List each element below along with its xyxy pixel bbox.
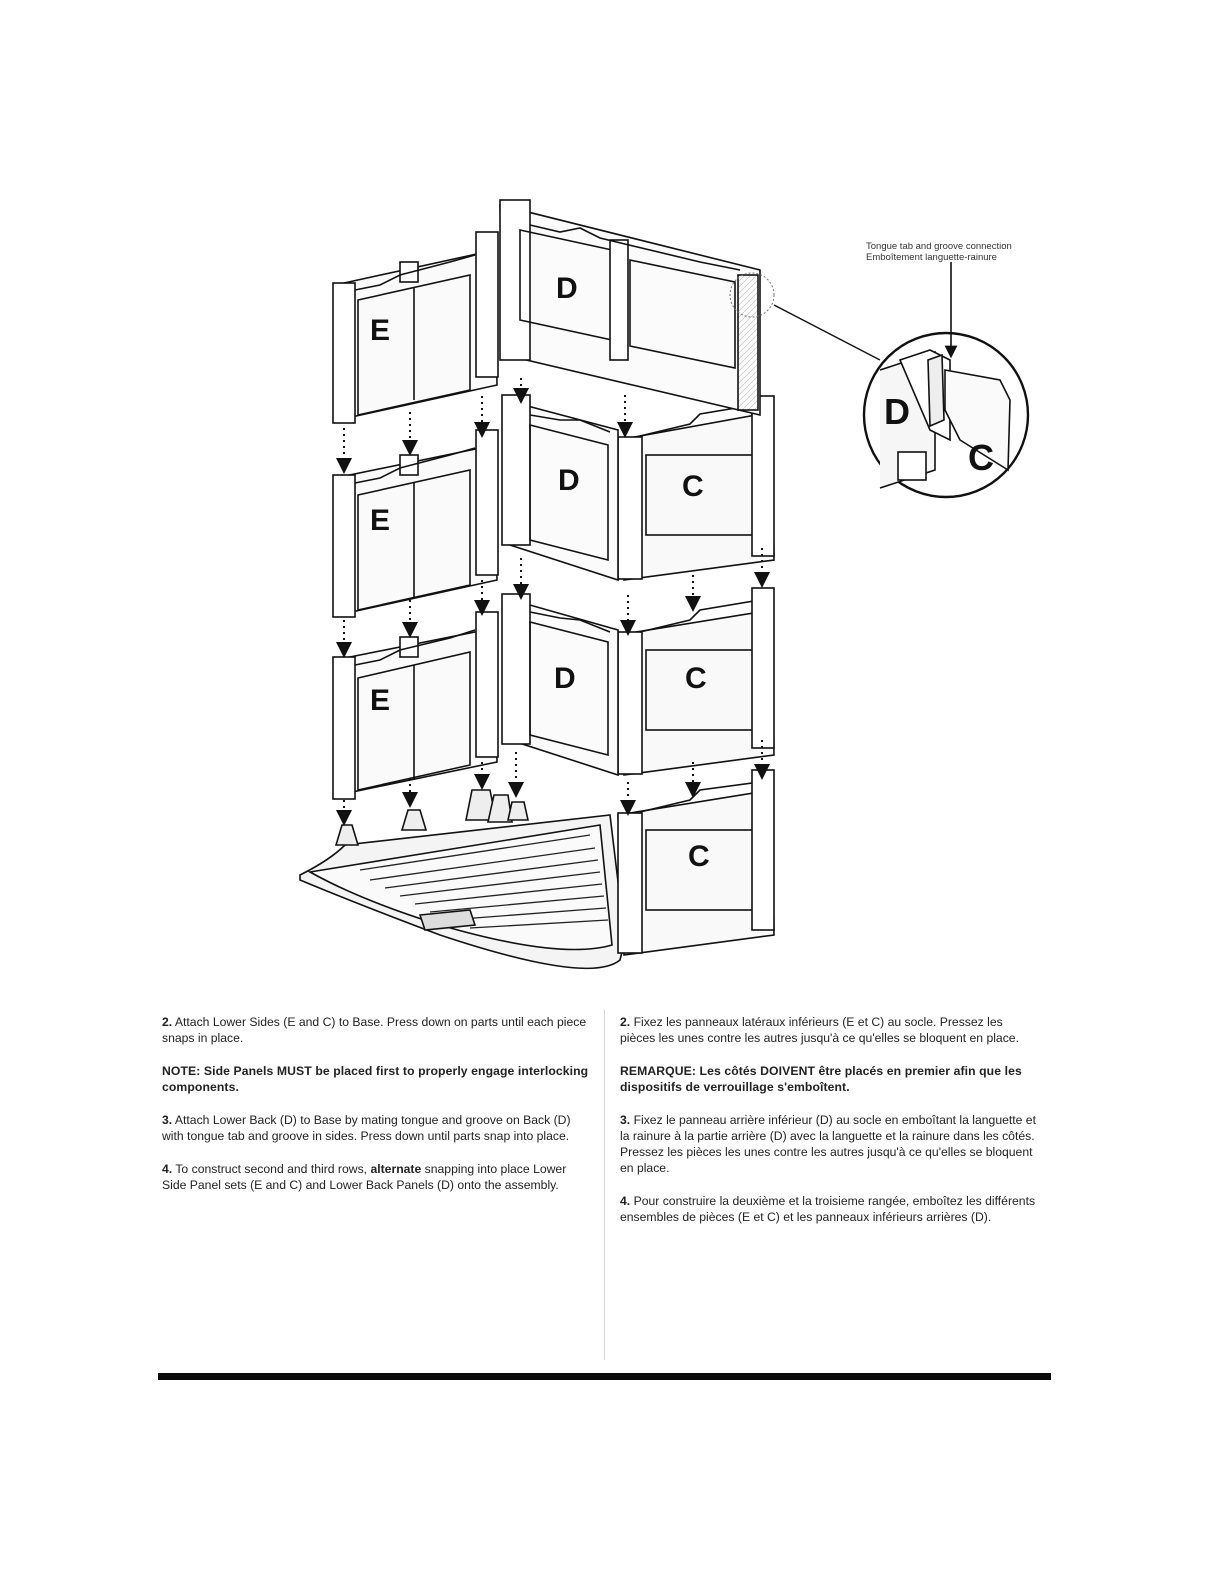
step-number: 2.: [162, 1015, 173, 1029]
step-2-en: [162, 1014, 590, 1046]
label-e-middle: E: [370, 504, 391, 537]
label-d-middle: D: [558, 464, 580, 497]
label-e-bottom: E: [370, 684, 391, 717]
step-text: Fixez le panneau arrière inférieur (D) au socle en emboîtant la languette et la rainure à la partie arrière (D) avec la languette et la rainure dans les côtés. Pressez les pièces les unes contre les autres jusqu'à ce qu'elles se bloquent en place.: [620, 1113, 1036, 1175]
panel-e-bottom: [333, 612, 498, 799]
callout-caption: [866, 241, 1066, 263]
step-4-en: [162, 1161, 590, 1193]
callout-caption-fr: Emboîtement languette-rainure: [866, 252, 997, 263]
column-divider: [604, 1010, 605, 1360]
step-text-emphasis: alternate: [370, 1162, 422, 1176]
base-platform: [300, 790, 625, 968]
step-text-post: snapping into place Lower Side Panel sets (E and C) and Lower Back Panels (D) onto the assembly.: [162, 1162, 567, 1192]
step-4-fr: [620, 1193, 1040, 1225]
label-d-bottom: D: [554, 662, 576, 695]
step-3-en: [162, 1112, 590, 1144]
step-number: 4.: [162, 1162, 173, 1176]
label-e-top: E: [370, 314, 391, 347]
footer-rule: [158, 1373, 1051, 1380]
panel-e-top: [333, 232, 498, 423]
step-text: Fixez les panneaux latéraux inférieurs (E et C) au socle. Pressez les pièces les unes contre les autres jusqu'à ce qu'elles se bloquent en place.: [620, 1015, 1019, 1045]
instructions-english: [162, 1014, 590, 1210]
label-c-bottom: C: [688, 840, 710, 873]
step-number: 2.: [620, 1015, 631, 1029]
step-text-pre: To construct second and third rows,: [175, 1162, 371, 1176]
label-c-top: C: [682, 470, 704, 503]
panel-e-middle: [333, 430, 498, 617]
step-number: 3.: [620, 1113, 631, 1127]
step-text: Attach Lower Back (D) to Base by mating tongue and groove on Back (D) with tongue tab and groove in sides. Press down until parts snap into place.: [162, 1113, 571, 1143]
step-number: 3.: [162, 1113, 173, 1127]
note-en: NOTE: Side Panels MUST be placed first to properly engage interlocking components.: [162, 1064, 589, 1094]
step-3-fr: [620, 1112, 1040, 1176]
label-d-top: D: [556, 272, 578, 305]
step-text: Attach Lower Sides (E and C) to Base. Press down on parts until each piece snaps in place.: [162, 1015, 587, 1045]
step-2-fr: [620, 1014, 1040, 1046]
detail-label-d: D: [884, 391, 910, 432]
step-number: 4.: [620, 1194, 631, 1208]
step-text: Pour construire la deuxième et la troisieme rangée, emboîtez les différents ensembles de pièces (E et C) et les panneaux inférieurs arrières (D).: [620, 1194, 1036, 1224]
callout-caption-en: Tongue tab and groove connection: [866, 241, 1012, 252]
note-fr: REMARQUE: Les côtés DOIVENT être placés en premier afin que les dispositifs de verrouillage s'emboîtent.: [620, 1064, 1022, 1094]
panel-d-top: [500, 200, 760, 415]
detail-label-c: C: [968, 437, 994, 478]
label-c-middle: C: [685, 662, 707, 695]
instructions-french: [620, 1014, 1040, 1242]
